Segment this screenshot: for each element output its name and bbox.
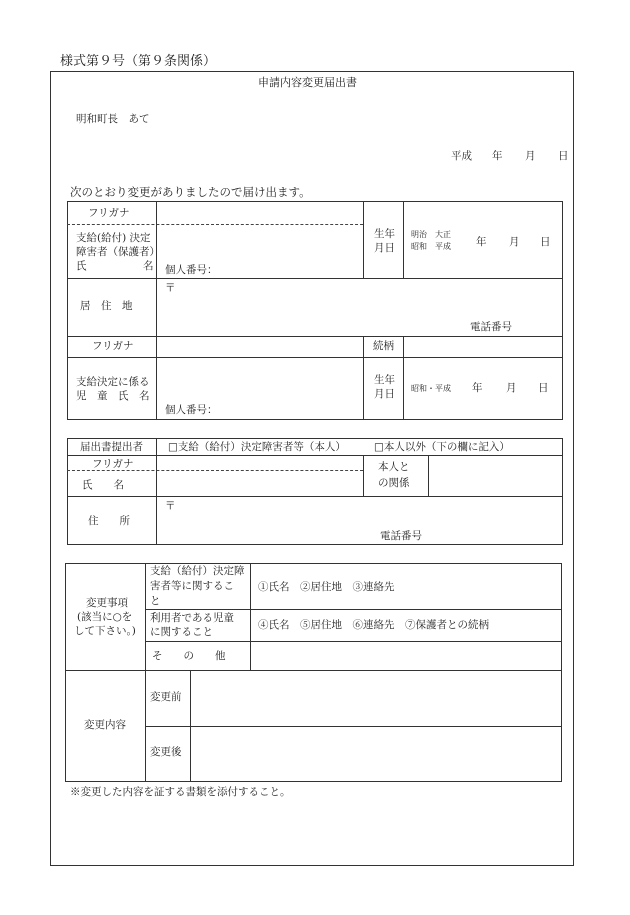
era-showa-heisei: 昭和・平成 xyxy=(411,384,451,393)
option-other-checkbox[interactable]: □本人以外（下の欄に記入） xyxy=(374,441,510,453)
birth2-label-2: 月日 xyxy=(374,388,395,400)
after-label: 変更後 xyxy=(150,746,182,758)
relation-label: 続柄 xyxy=(373,340,394,352)
date-day: 日 xyxy=(558,150,569,162)
form-title: 申請内容変更届出書 xyxy=(258,76,357,89)
era-heisei: 平成 xyxy=(435,242,451,251)
row1-label-3: と xyxy=(150,595,161,607)
addressee: 明和町長 あて xyxy=(76,113,150,125)
birth-day: 日 xyxy=(540,236,551,248)
intro-text: 次のとおり変更がありましたので届け出ます。 xyxy=(70,185,311,199)
birth-label-2: 月日 xyxy=(374,242,395,254)
birth2-month: 月 xyxy=(506,382,517,394)
row1-label-1: 支給（給付）決定障 xyxy=(150,565,245,577)
personal-number-label: 個人番号： xyxy=(165,264,218,276)
change-items-label-1: 変更事項 xyxy=(86,597,128,609)
furigana-label: フリガナ xyxy=(88,207,130,219)
birth2-label-1: 生年 xyxy=(374,374,395,386)
option-self-checkbox[interactable]: □支給（給付）決定障害者等（本人） xyxy=(168,441,346,453)
submitter-address-label: 住 所 xyxy=(88,515,130,527)
submitter-label: 届出書提出者 xyxy=(80,441,143,453)
change-items-label-3: して下さい。) xyxy=(74,625,136,637)
change-content-label: 変更内容 xyxy=(84,719,126,731)
birth-month: 月 xyxy=(509,236,520,248)
row2-options[interactable]: ④氏名 ⑤居住地 ⑥連絡先 ⑦保護者との続柄 xyxy=(258,619,489,631)
furigana-label-2: フリガナ xyxy=(92,340,134,352)
change-table xyxy=(65,563,562,782)
address-label: 居 住 地 xyxy=(80,300,133,312)
recipient-label-3b: 名 xyxy=(143,260,154,272)
submitter-furigana-label: フリガナ xyxy=(92,458,134,470)
child-label-2: 児 童 氏 名 xyxy=(76,390,150,402)
date-era: 平成 xyxy=(451,150,472,162)
recipient-label-2: 障害者（保護者） xyxy=(76,246,160,258)
relation-label-2: の関係 xyxy=(378,477,410,489)
row3-label: そ の 他 xyxy=(152,650,226,662)
era-taisho: 大正 xyxy=(435,230,451,239)
phone-label: 電話番号 xyxy=(470,321,512,333)
birth-label-1: 生年 xyxy=(374,228,395,240)
submitter-name-label: 氏 名 xyxy=(82,479,124,491)
row1-label-2: 害者等に関するこ xyxy=(150,580,234,592)
submitter-phone-label: 電話番号 xyxy=(380,530,422,542)
change-items-label-2: (該当に○を xyxy=(77,611,133,623)
submitter-postal-mark: 〒 xyxy=(165,500,176,512)
era-meiji: 明治 xyxy=(411,230,427,239)
birth-year: 年 xyxy=(476,236,487,248)
personal-number-label-2: 個人番号： xyxy=(165,404,218,416)
birth2-year: 年 xyxy=(472,382,483,394)
recipient-label-3a: 氏 xyxy=(76,260,87,272)
child-label-1: 支給決定に係る xyxy=(76,376,150,388)
birth2-day: 日 xyxy=(538,382,549,394)
date-month: 月 xyxy=(525,150,536,162)
row2-label-1: 利用者である児童 xyxy=(150,612,234,624)
relation-label-1: 本人と xyxy=(378,461,410,473)
postal-mark: 〒 xyxy=(165,282,176,294)
date-year: 年 xyxy=(492,150,503,162)
footnote: ※変更した内容を証する書類を添付すること。 xyxy=(70,786,291,798)
recipient-label-1: 支給(給付) 決定 xyxy=(76,232,151,244)
form-number: 様式第９号（第９条関係） xyxy=(60,54,217,69)
era-showa: 昭和 xyxy=(411,242,427,251)
before-label: 変更前 xyxy=(150,691,182,703)
row1-options[interactable]: ①氏名 ②居住地 ③連絡先 xyxy=(258,581,395,593)
row2-label-2: に関すること xyxy=(150,626,213,638)
